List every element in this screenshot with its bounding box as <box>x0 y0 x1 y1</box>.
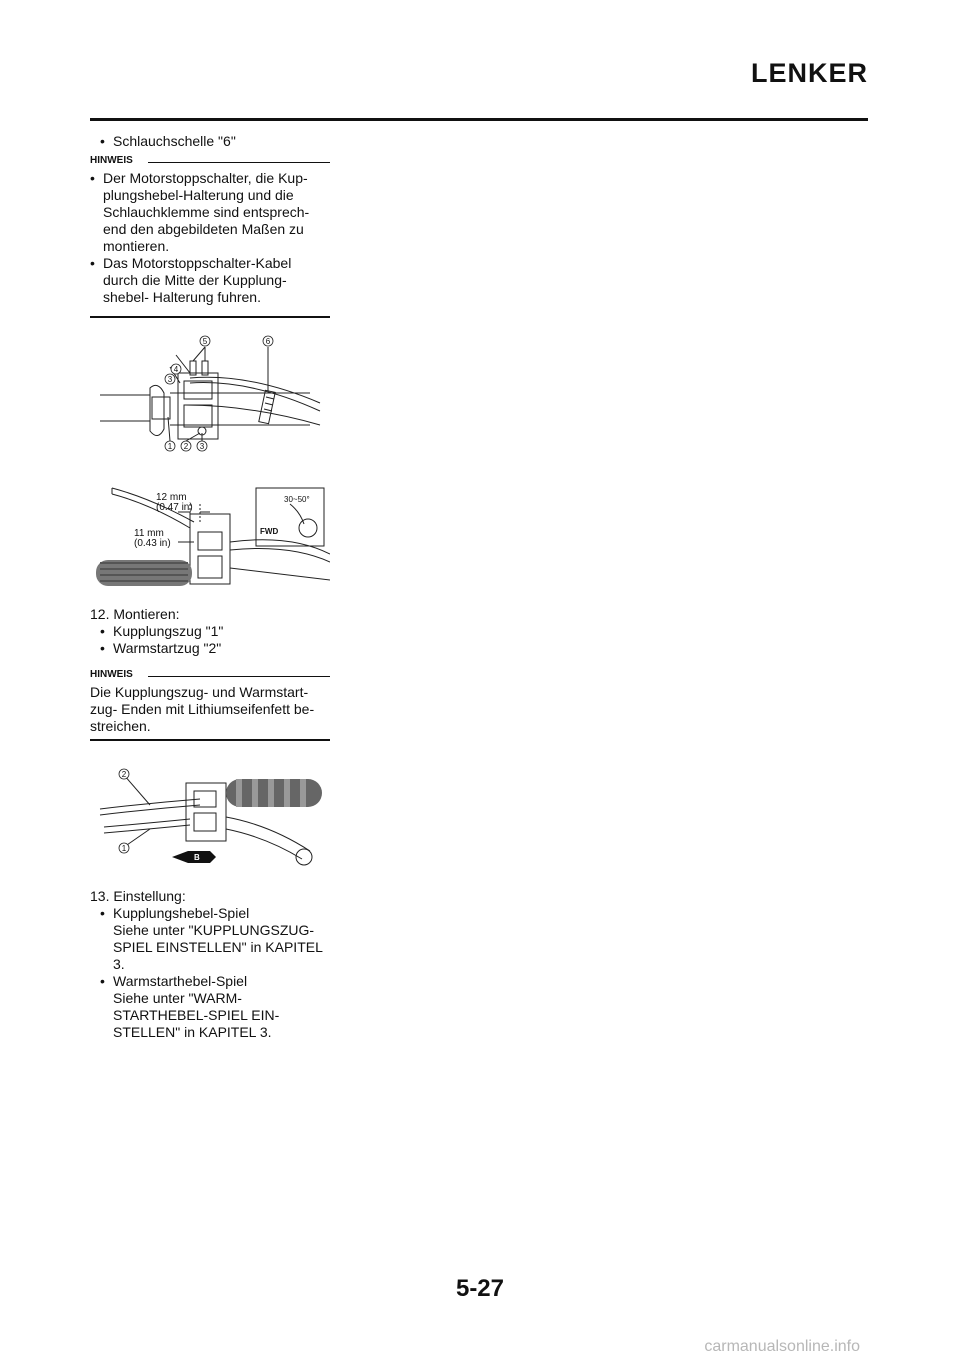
step-heading: 12. Montieren: <box>90 606 180 622</box>
figure-cable-routing <box>90 765 330 873</box>
note-header <box>90 155 330 167</box>
reference-text: Siehe unter "KUPPLUNGSZUG-SPIEL EINSTELLEN" in KAPITEL 3. <box>113 922 323 972</box>
note-text: Die Kupplungszug- und Warmstart-zug- Enden mit Lithiumseifenfett be-streichen. <box>90 684 315 734</box>
callout-4: 4 <box>173 365 179 374</box>
callout-5: 5 <box>202 337 208 346</box>
note-label: HINWEIS <box>90 669 133 680</box>
dim1-mm: 12 mm <box>156 492 187 503</box>
step-13 <box>90 888 330 1041</box>
note-body <box>90 170 330 306</box>
note-rule <box>90 739 330 741</box>
list-item: • Kupplungszug "1" <box>100 623 330 640</box>
callout-6: 6 <box>265 337 271 346</box>
list-item: • Kupplungshebel-Spiel <box>100 905 330 922</box>
dim2-mm: 11 mm <box>134 528 164 539</box>
page-title: LENKER <box>750 58 868 88</box>
note-body <box>90 684 330 735</box>
list-item: • Der Motorstoppschalter, die Kup-plungshebel-Halterung und die Schlauchklemme sind entsprech-end den abgebildeten Maßen zu montieren. <box>90 170 330 255</box>
page-number: 5-27 <box>455 1275 505 1302</box>
dim1-in: (0.47 in) <box>156 502 193 513</box>
note-rule <box>90 316 330 318</box>
tag-b: B <box>194 853 200 862</box>
list-item: • Schlauchschelle "6" <box>100 133 330 150</box>
list-item: • Das Motorstoppschalter-Kabel durch die Mitte der Kupplung-shebel- Halterung fuhren. <box>90 255 330 306</box>
list-item: • Warmstarthebel-Spiel <box>100 973 330 990</box>
header-rule <box>90 118 868 121</box>
callout-2: 2 <box>121 770 127 779</box>
list-item: • Warmstartzug "2" <box>100 640 330 657</box>
dim2-in: (0.43 in) <box>134 538 171 549</box>
step-12 <box>90 606 330 657</box>
reference-text: Siehe unter "WARM-STARTHEBEL-SPIEL EIN-STELLEN" in KAPITEL 3. <box>113 990 280 1040</box>
fwd-label: FWD <box>260 527 279 536</box>
note-label: HINWEIS <box>90 155 133 166</box>
figure-lever-dimensions <box>90 484 330 592</box>
callout-3: 3 <box>167 375 173 384</box>
figure-switch-mounting <box>90 333 330 459</box>
callout-3b: 3 <box>199 442 205 451</box>
watermark: carmanualsonline.info <box>704 1338 860 1355</box>
note-header <box>90 669 330 681</box>
callout-1: 1 <box>167 442 173 451</box>
top-item <box>90 133 330 150</box>
step-heading: 13. Einstellung: <box>90 888 186 904</box>
angle-label: 30~50° <box>284 495 310 504</box>
callout-1: 1 <box>121 844 127 853</box>
callout-2: 2 <box>183 442 189 451</box>
